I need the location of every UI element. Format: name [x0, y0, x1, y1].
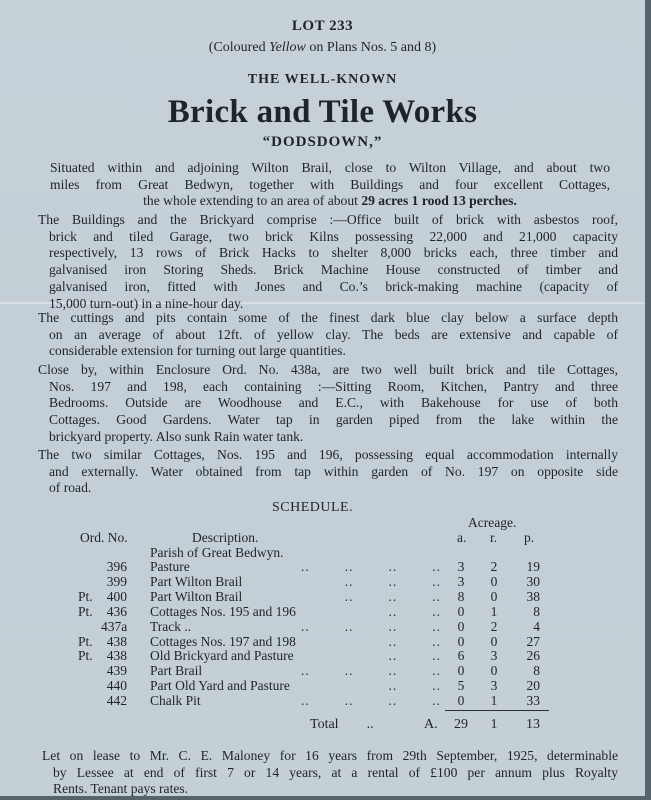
acres-value: 3: [457, 573, 465, 589]
acres-value: 6: [457, 648, 465, 664]
paragraph-line: by Lessee at end of first 7 or 14 years, at a rental of £100 per annum plus Royalty: [53, 764, 618, 780]
paragraph-line: 15,000 turn-out) in a nine-hour day.: [49, 295, 244, 311]
paragraph-line: Situated within and adjoining Wilton Brail, close to Wilton Village, and about two: [50, 160, 610, 175]
dot-leader: .. ..: [388, 633, 441, 649]
paragraph-line: Rents. Tenant pays rates.: [53, 781, 189, 797]
acres-value: 3: [457, 559, 465, 574]
pt-prefix: Pt.: [78, 633, 93, 649]
description: Cottages Nos. 195 and 196: [150, 603, 296, 619]
paragraph-line: Bedrooms. Outside are Woodhouse and E.C., with Bakehouse for use of both: [49, 395, 618, 411]
paragraph-line: respectively, 13 rows of Brick Hacks to shelter 8,000 bricks each, three timber and: [49, 245, 618, 261]
table-row: [0, 559, 645, 574]
paragraph-line: miles from Great Bedwyn, together with Buildings and four excellent Cottages,: [50, 176, 610, 192]
paragraph-lease: [42, 748, 618, 798]
description: Old Brickyard and Pasture: [150, 648, 294, 664]
page-title: Brick and Tile Works: [167, 94, 478, 130]
roods-value: 0: [490, 663, 498, 679]
ord-number: 442: [106, 693, 127, 709]
paragraph-line: galvanised iron Storing Sheds. Brick Machine House constructed of timber and: [49, 262, 618, 278]
roods-value: 3: [490, 648, 498, 664]
dot-leader: .. .. .. ..: [301, 559, 441, 574]
description: Part Wilton Brail: [150, 573, 243, 589]
description-heading: Description.: [192, 530, 259, 545]
dot-leader: .. .. .. ..: [301, 693, 441, 709]
ord-number: 399: [106, 573, 127, 589]
schedule-title: SCHEDULE.: [272, 500, 354, 515]
ord-number: 437a: [101, 618, 128, 634]
acres-value: 0: [457, 618, 465, 634]
table-row: [0, 619, 645, 634]
table-row: [0, 648, 645, 663]
description: Chalk Pit: [150, 693, 201, 709]
dot-leader: .. .. .. ..: [301, 663, 441, 679]
coloured-suffix: on Plans Nos. 5 and 8): [305, 40, 437, 55]
paragraph-similar-cottages: [38, 447, 618, 497]
perches-heading: p.: [524, 530, 535, 545]
perches-value: 33: [526, 693, 540, 709]
description: Pasture: [150, 559, 190, 574]
roods-value: 0: [490, 633, 498, 649]
lot-number: LOT 233: [291, 18, 354, 34]
paragraph-line: brickyard property. Also sunk Rain water tank.: [49, 428, 304, 444]
paragraph-line: The cuttings and pits contain some of the finest dark blue clay below a surface depth: [38, 310, 618, 325]
pt-prefix: Pt.: [78, 588, 93, 604]
acres-value: 0: [457, 633, 465, 649]
table-row: [0, 663, 645, 678]
perches-value: 8: [533, 603, 540, 619]
paragraph-line: on an average of about 12ft. of yellow clay. The beds are extensive and capable of: [49, 326, 618, 342]
total-row: [0, 717, 645, 732]
paragraph-buildings: [38, 212, 618, 312]
dot-leader: .. .. .. ..: [301, 618, 441, 634]
paragraph-line: of road.: [49, 480, 92, 496]
roods-value: 1: [490, 603, 498, 619]
ord-number: 438: [106, 633, 127, 649]
pt-prefix: Pt.: [78, 603, 93, 619]
paragraph-line: and externally. Water obtained from tap within garden of No. 197 on opposite side: [49, 463, 618, 479]
description: Part Wilton Brail: [150, 588, 243, 604]
acres-heading: a.: [457, 530, 467, 545]
dot-leader: .. ..: [388, 678, 441, 694]
paragraph-line: Let on lease to Mr. C. E. Maloney for 16 years from 29th September, 1925, determinable: [42, 748, 618, 763]
roods-value: 0: [490, 588, 498, 604]
paragraph-situation: [50, 160, 610, 210]
acres-value: 0: [457, 663, 465, 679]
parish-label: Parish of Great Bedwyn.: [150, 545, 284, 560]
paragraph-line: Close by, within Enclosure Ord. No. 438a, are two well built brick and tile Cottages,: [38, 362, 618, 377]
description: Cottages Nos. 197 and 198: [150, 633, 296, 649]
acres-value: 5: [457, 678, 465, 694]
ord-no-heading: Ord. No.: [80, 530, 128, 545]
paragraph-line: Cottages. Good Gardens. Water tap in garden piped from the lake within the: [49, 412, 618, 428]
roods-value: 2: [490, 618, 498, 634]
perches-value: 30: [526, 573, 540, 589]
paragraph-line: considerable extension for turning out large quantities.: [49, 343, 346, 359]
acres-value: 0: [457, 603, 465, 619]
dot-leader: .. .. ..: [344, 588, 441, 604]
ord-number: 439: [106, 663, 127, 679]
table-row: [0, 604, 645, 619]
dot-leader: .. ..: [388, 648, 441, 664]
description: Track ..: [150, 618, 192, 634]
ord-number: 440: [106, 678, 127, 694]
roods-value: 1: [490, 693, 498, 709]
total-rule: [445, 710, 549, 711]
perches-value: 27: [526, 633, 540, 649]
dot-leader: .. ..: [388, 603, 441, 619]
roods-value: 0: [490, 573, 498, 589]
paragraph-line: Nos. 197 and 198, each containing :—Sitting Room, Kitchen, Pantry and three: [49, 378, 618, 394]
paragraph-line: The two similar Cottages, Nos. 195 and 196, possessing equal accommodation internally: [38, 447, 618, 462]
total-acres-label: A.: [424, 717, 438, 732]
page-subtitle: “DODSDOWN,”: [262, 134, 383, 150]
paragraph-cuttings: [38, 310, 618, 360]
description: Part Brail: [150, 663, 203, 679]
perches-value: 38: [526, 588, 540, 604]
ord-number: 436: [106, 603, 127, 619]
roods-value: 2: [490, 559, 498, 574]
paragraph-line: [50, 193, 610, 210]
description: Part Old Yard and Pasture: [150, 678, 290, 694]
perches-value: 8: [533, 663, 540, 679]
parish-row: [0, 545, 645, 560]
acreage-heading: Acreage.: [468, 515, 517, 530]
pt-prefix: Pt.: [78, 648, 93, 664]
total-roods: 1: [490, 717, 498, 732]
total-text: Total: [310, 717, 339, 732]
table-row: [0, 574, 645, 589]
paragraph-cottages: [38, 362, 618, 446]
total-perches: 13: [526, 717, 540, 732]
perches-value: 26: [526, 648, 540, 664]
area-bold: 29 acres 1 rood 13 perches.: [361, 193, 517, 209]
total-dots: ..: [366, 717, 374, 732]
roods-heading: r.: [490, 530, 498, 545]
coloured-note: [0, 40, 645, 56]
perches-value: 20: [526, 678, 540, 694]
acres-value: 0: [457, 693, 465, 709]
table-row: [0, 678, 645, 693]
table-row: [0, 589, 645, 604]
paragraph-line: galvanised iron, fitted with Jones and Co.’s brick-making machine (capacity of: [49, 278, 618, 294]
acres-value: 8: [457, 588, 465, 604]
coloured-word: Yellow: [269, 40, 306, 55]
coloured-prefix: (Coloured: [208, 40, 270, 55]
ord-number: 396: [106, 559, 127, 574]
paragraph-line: The Buildings and the Brickyard comprise :—Office built of brick with asbestos roof,: [38, 212, 618, 227]
total-acres: 29: [454, 717, 468, 732]
ord-number: 438: [106, 648, 127, 664]
paragraph-line: brick and tiled Garage, two brick Kilns possessing 22,000 and 21,000 capacity: [49, 228, 618, 244]
ord-number: 400: [106, 588, 127, 604]
well-known-heading: THE WELL-KNOWN: [247, 72, 398, 87]
roods-value: 3: [490, 678, 498, 694]
perches-value: 4: [533, 618, 540, 634]
perches-value: 19: [526, 559, 540, 574]
table-row: [0, 693, 645, 708]
dot-leader: .. .. ..: [344, 573, 441, 589]
table-row: [0, 634, 645, 649]
area-text: the whole extending to an area of about: [143, 193, 362, 209]
